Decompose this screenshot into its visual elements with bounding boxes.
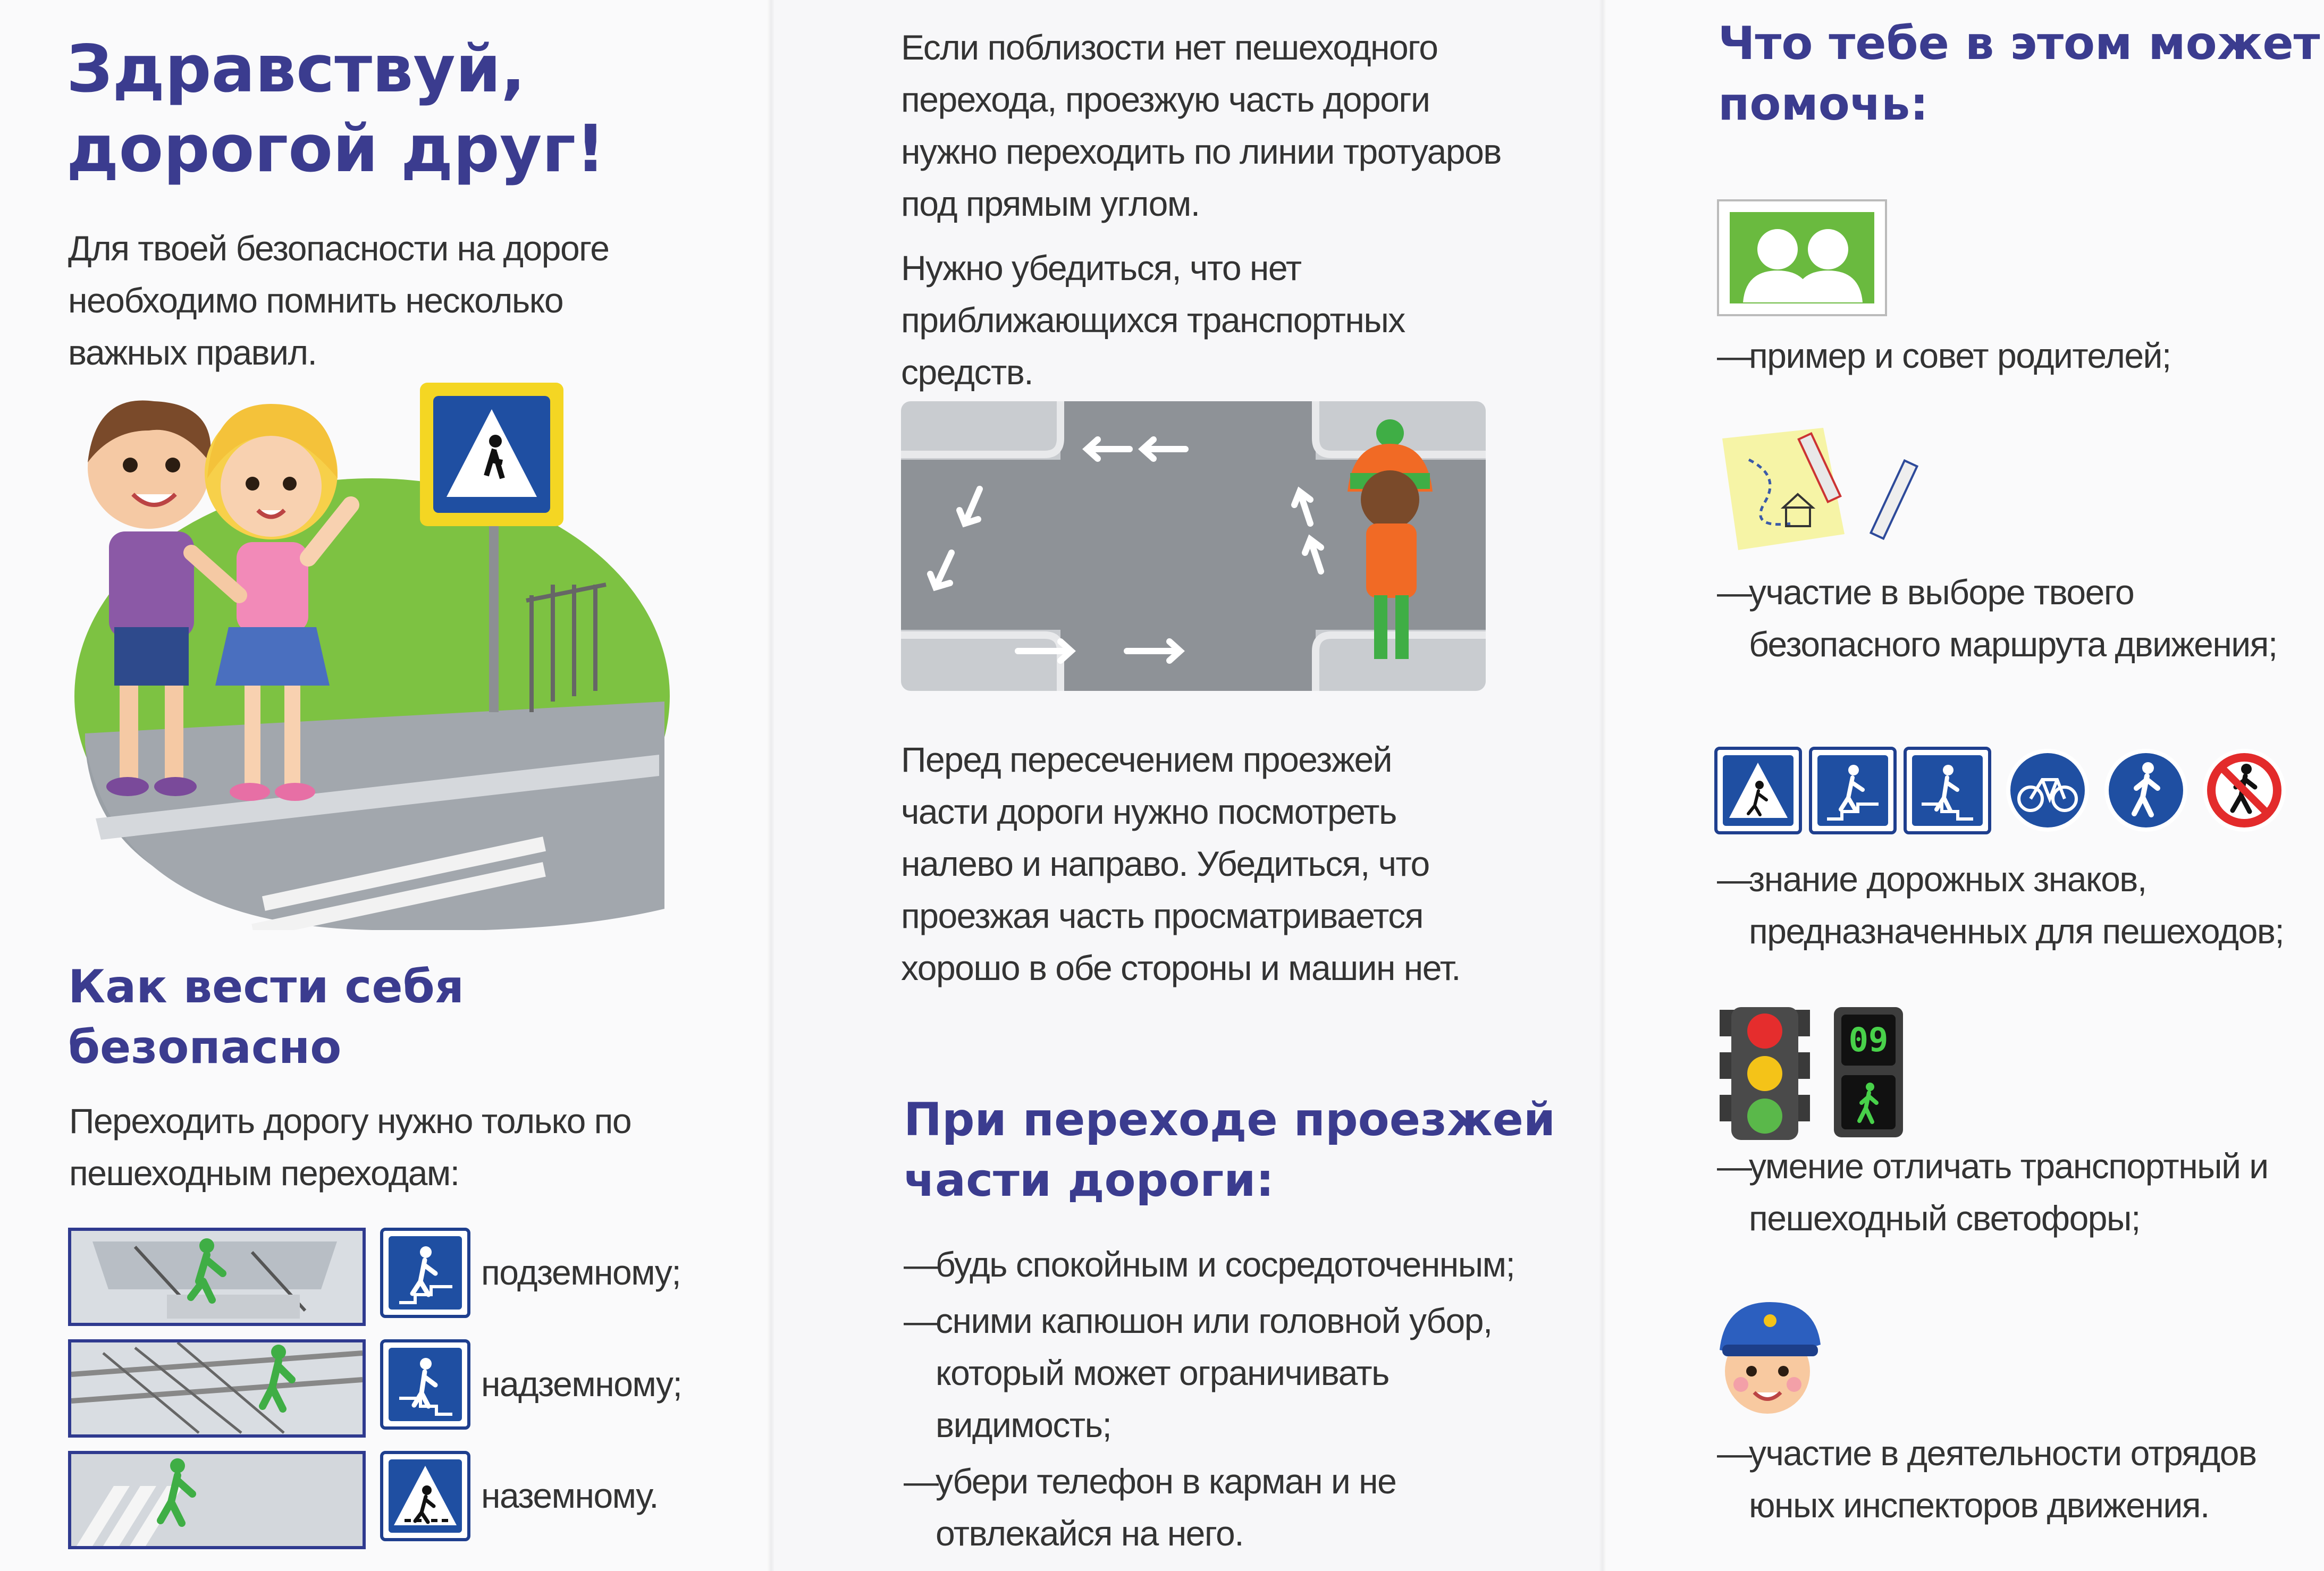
pedestrian-path-sign-icon (2102, 747, 2190, 834)
overpass-sign-icon (1904, 747, 1991, 834)
fold-line-2 (1599, 0, 1606, 1571)
rule-item: — будь спокойным и сосредоточенным; (904, 1238, 1515, 1290)
traffic-light-icon (1720, 1007, 1810, 1140)
intersection-illustration (901, 401, 1486, 691)
underground-crossing-scene (68, 1228, 366, 1326)
crosswalk-sign-icon (1714, 747, 1802, 834)
help-title: Что тебе в этом может помочь: (1718, 17, 2320, 131)
crossing-title: При переходе проезжей части дороги: (904, 1093, 1556, 1207)
para-no-crossing: Если поблизости нет пешеходного перехода, проезжую часть дороги нужно переходить по линии тротуаров под прямым углом. (901, 28, 1501, 223)
underpass-sign-icon (380, 1228, 470, 1318)
crossing-label-underground: подземному; (481, 1253, 681, 1292)
para-look-both-ways: Перед пересечением проезжей части дороги нужно посмотреть налево и направо. Убедиться, что проезжая часть просматривается хорошо в обе стороны и машин нет. (901, 740, 1461, 987)
pedestrian-signs-row (1714, 747, 2310, 837)
route-map-icon (1717, 428, 1946, 561)
help-item-traffic-lights: — умение отличать транспортный и пешеходный светофоры; (1717, 1140, 2312, 1244)
bicycle-path-sign-icon (2004, 747, 2092, 834)
crosswalk-sign-icon (380, 1451, 470, 1541)
pedestrian-traffic-light-icon (1834, 1007, 1903, 1137)
help-item-inspectors: — участие в деятельности отрядов юных инспекторов движения. (1717, 1427, 2312, 1531)
ground-crossing-scene (68, 1451, 366, 1549)
parents-icon (1717, 199, 1887, 316)
kids-illustration (74, 372, 670, 930)
no-pedestrians-sign-icon (2201, 747, 2288, 834)
young-inspector-icon (1709, 1291, 1826, 1419)
para-check-vehicles: Нужно убедиться, что нет приближающихся транспортных средств. (901, 248, 1405, 392)
behave-text: Переходить дорогу нужно только по пешеходным переходам: (69, 1101, 631, 1193)
intro-text: Для твоей безопасности на дороге необходимо помнить несколько важных правил. (68, 229, 609, 372)
help-item-signs: — знание дорожных знаков, предназначенных для пешеходов; (1717, 853, 2312, 957)
overpass-sign-icon (380, 1339, 470, 1430)
help-item-parents: — пример и совет родителей; (1717, 330, 2302, 382)
help-item-route: — участие в выборе твоего безопасного маршрута движения; (1717, 566, 2312, 670)
overground-crossing-scene (68, 1339, 366, 1438)
underpass-sign-icon (1809, 747, 1897, 834)
greeting-title: Здравствуй, дорогой друг! (66, 31, 605, 187)
fold-line-1 (767, 0, 774, 1571)
crossing-label-overground: надземному; (481, 1364, 682, 1404)
behave-title: Как вести себя безопасно (68, 960, 464, 1074)
countdown-timer: 09 (1841, 1015, 1896, 1066)
crossing-rules-list (904, 1238, 1515, 1559)
rule-item: — сними капюшон или головной убор, который может ограничивать видимость; (904, 1295, 1515, 1451)
crossing-label-ground: наземному. (481, 1476, 659, 1515)
rule-item: — убери телефон в карман и не отвлекайся на него. (904, 1455, 1515, 1559)
